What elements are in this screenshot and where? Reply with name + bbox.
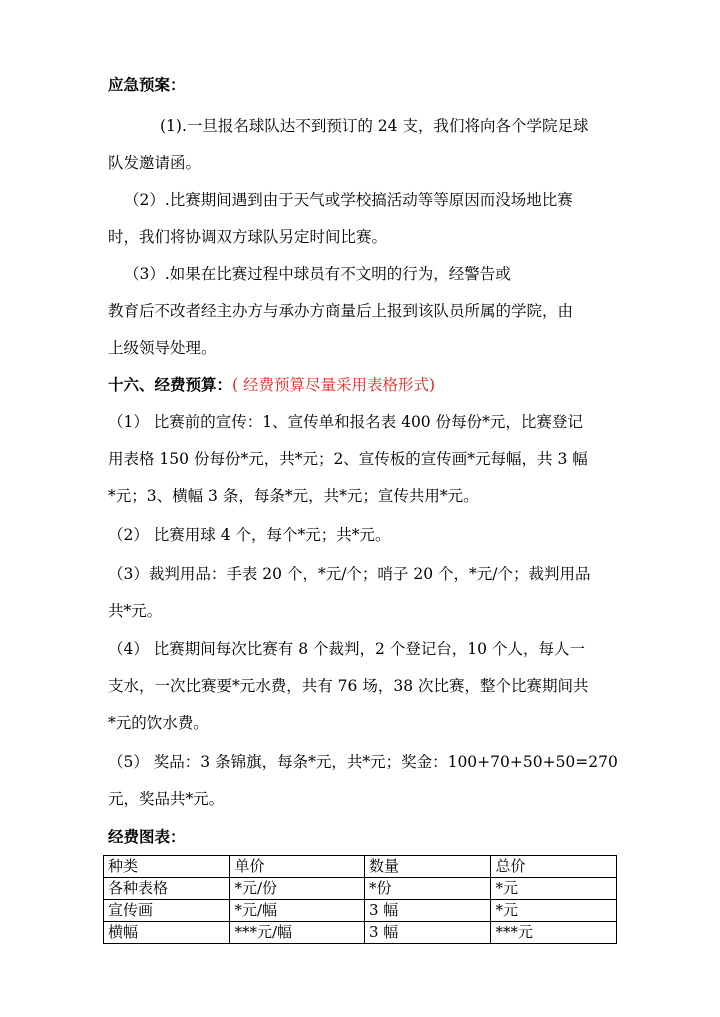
fee-table-cell: 各种表格 — [104, 878, 230, 900]
fee-table-cell: ***元/幅 — [230, 922, 365, 944]
fee-table-cell: *元/幅 — [230, 900, 365, 922]
budget-note: ( 经费预算尽量采用表格形式) — [232, 376, 436, 394]
budget-heading: 十六、经费预算： — [108, 375, 233, 394]
fee-table-cell: 横幅 — [104, 922, 230, 944]
fee-table — [103, 855, 617, 944]
emergency-heading: 应急预案： — [108, 75, 186, 94]
fee-table-header-row — [104, 856, 617, 878]
budget-item-4-line-1: （4） 比赛期间每次比赛有 8 个裁判，2 个登记台，10 个人，每人一 — [108, 640, 585, 658]
emergency-item-3-line-1: （3）.如果在比赛过程中球员有不文明的行为，经警告或 — [124, 265, 511, 283]
fee-table-row — [104, 922, 617, 944]
fee-table-cell: *元 — [491, 900, 617, 922]
fee-table-header-cell: 总价 — [491, 856, 617, 878]
fee-table-row — [104, 878, 617, 900]
fee-table-header-cell: 种类 — [104, 856, 230, 878]
fee-table-row — [104, 900, 617, 922]
budget-item-1-line-1: （1） 比赛前的宣传：1、宣传单和报名表 400 份每份*元，比赛登记 — [108, 413, 583, 431]
budget-item-1-line-2: 用表格 150 份每份*元，共*元；2、宣传板的宣传画*元每幅，共 3 幅 — [108, 450, 588, 468]
fee-table-cell: *元/份 — [230, 878, 365, 900]
emergency-item-2-line-2: 时，我们将协调双方球队另定时间比赛。 — [108, 228, 388, 246]
budget-item-4-line-2: 支水，一次比赛要*元水费，共有 76 场，38 次比赛，整个比赛期间共 — [108, 677, 589, 695]
emergency-item-2-line-1: （2）.比赛期间遇到由于天气或学校搞活动等等原因而没场地比赛 — [124, 191, 573, 209]
emergency-item-1-line-1: (1).一旦报名球队达不到预订的 24 支，我们将向各个学院足球 — [160, 117, 589, 135]
fee-table-cell: 3 幅 — [365, 922, 491, 944]
fee-table-cell: *份 — [365, 878, 491, 900]
budget-item-1-line-3: *元；3、横幅 3 条，每条*元，共*元；宣传共用*元。 — [108, 487, 479, 505]
budget-item-4-line-3: *元的饮水费。 — [108, 714, 209, 732]
budget-item-3-line-2: 共*元。 — [108, 602, 163, 620]
fee-table-cell: *元 — [491, 878, 617, 900]
fee-table-header-cell: 单价 — [230, 856, 365, 878]
budget-heading-line — [108, 374, 620, 396]
emergency-item-3-line-3: 上级领导处理。 — [108, 339, 217, 357]
emergency-item-3-line-2: 教育后不改者经主办方与承办方商量后上报到该队员所属的学院，由 — [108, 302, 574, 320]
fee-table-cell: 宣传画 — [104, 900, 230, 922]
fee-table-cell: 3 幅 — [365, 900, 491, 922]
budget-item-5-line-1: （5） 奖品：3 条锦旗，每条*元，共*元；奖金：100+70+50+50=270 — [108, 753, 618, 771]
budget-item-3-line-1: （3）裁判用品：手表 20 个，*元/个；哨子 20 个，*元/个；裁判用品 — [108, 565, 591, 583]
fee-table-cell: ***元 — [491, 922, 617, 944]
fee-table-header-cell: 数量 — [365, 856, 491, 878]
budget-item-2: （2） 比赛用球 4 个，每个*元；共*元。 — [108, 526, 391, 544]
emergency-item-1-line-2: 队发邀请函。 — [108, 154, 202, 172]
fee-table-heading: 经费图表： — [108, 827, 186, 846]
budget-item-5-line-2: 元，奖品共*元。 — [108, 790, 225, 808]
